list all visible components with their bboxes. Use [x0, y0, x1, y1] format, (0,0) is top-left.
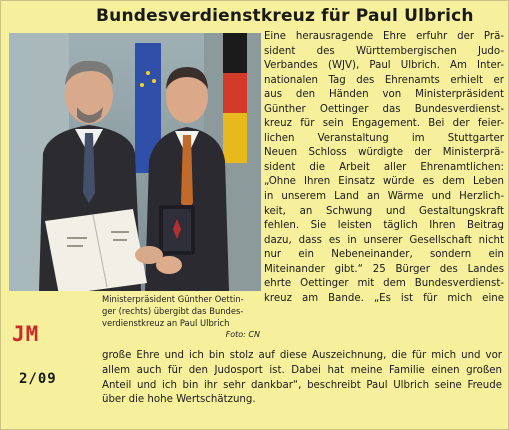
- body-line: aus den Händen von Ministerpräsident: [264, 89, 504, 101]
- body-line: „Ohne Ihren Einsatz würde es dem Leben: [264, 176, 504, 188]
- body-line: lichen Veranstaltung im Stuttgarter: [264, 132, 504, 144]
- body-line: Anteil und ich bin ihr sehr dankbar“, beschreibt Paul Ulbrich seine Freude: [102, 379, 502, 391]
- magazine-logo: JM: [12, 322, 40, 346]
- ceremony-photo-illustration: [9, 33, 261, 291]
- body-line: Miteinander gibt.“ 25 Bürger des Landes: [264, 263, 504, 275]
- body-line: nationalen Tag des Ehrenamts erhielt er: [264, 74, 504, 86]
- article-body-column: [264, 30, 504, 306]
- body-line: große Ehre und ich bin stolz auf diese Auszeichnung, die für mich und vor: [102, 350, 502, 361]
- issue-number: 2/09: [19, 371, 57, 387]
- photo-caption: [102, 293, 260, 341]
- article-body-wide: [102, 349, 502, 408]
- body-line: sident des Württembergischen Judo-: [264, 45, 504, 57]
- body-line: über die hohe Wertschätzung.: [102, 394, 256, 406]
- body-line: keit, an Schwung und Gestaltungskraft: [264, 205, 504, 217]
- body-line: dazu, dass es in unserer Gesellschaft nicht: [264, 234, 504, 246]
- caption-line: verdienstkreuz an Paul Ulbrich: [102, 318, 230, 328]
- article-headline: Bundesverdienstkreuz für Paul Ulbrich: [96, 6, 474, 26]
- caption-line: Ministerpräsident Günther Oettin-: [102, 294, 244, 304]
- photo-credit: Foto: CN: [225, 330, 260, 339]
- caption-line: ger (rechts) übergibt das Bundes-: [102, 306, 244, 316]
- body-line: Neuen Schloss würdigte der Ministerprä-: [264, 147, 504, 159]
- body-line: kreuz am Bande. „Es ist für mich eine: [264, 292, 504, 304]
- body-line: Eine herausragende Ehre erfuhr der Prä-: [264, 31, 504, 42]
- body-line: ehrte Oettinger mit dem Bundesverdienst-: [264, 278, 504, 290]
- body-line: allem auch für den Judosport ist. Dabei hat meine Familie einen großen: [102, 364, 502, 376]
- body-line: kreuz für sein Engagement. Bei der feier-: [264, 118, 504, 130]
- body-line: sident die Arbeit aller Ehrenamtlichen:: [264, 161, 504, 173]
- award-ceremony-photo: [9, 33, 261, 291]
- body-line: nur ein Nebeneinander, sondern ein: [264, 249, 504, 261]
- body-line: Verbandes (WJV), Paul Ulbrich. Am Inter-: [264, 60, 504, 72]
- body-line: in unserem Land an Wärme und Herzlich-: [264, 191, 504, 203]
- body-line: Günther Oettinger das Bundesverdienst-: [264, 103, 504, 115]
- body-line: fehlen. Sie leisten täglich Ihren Beitrag: [264, 220, 504, 232]
